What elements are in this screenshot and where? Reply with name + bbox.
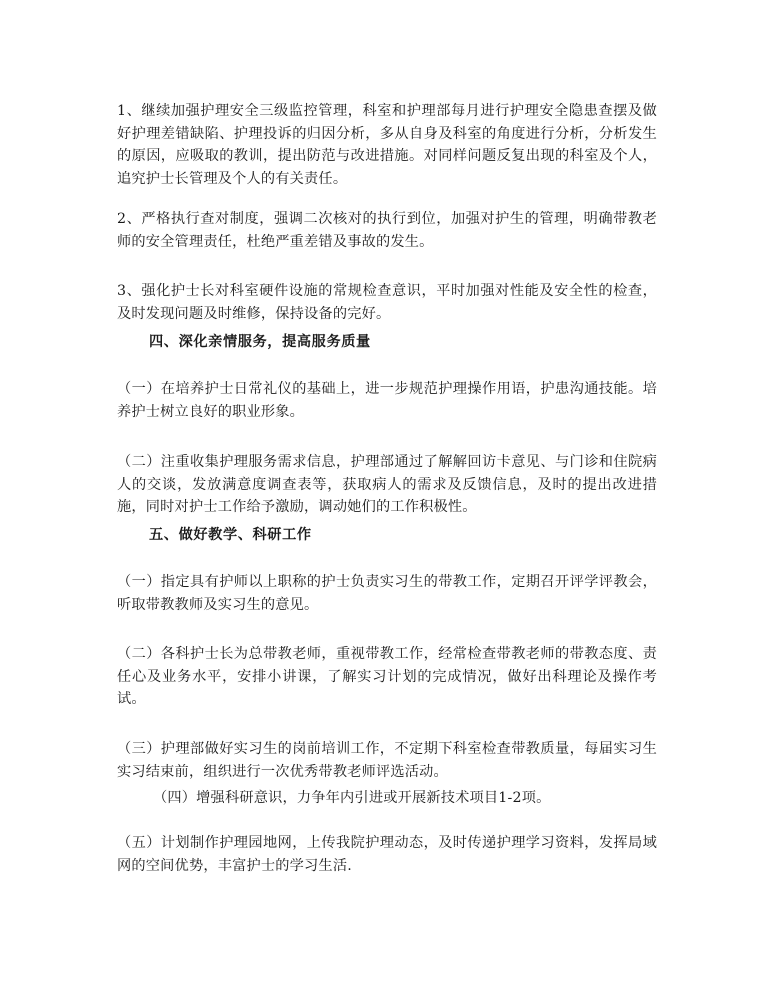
section-heading-4: 四、深化亲情服务，提高服务质量 [149,334,371,350]
paragraph-9: （四）增强科研意识，力争年内引进或开展新技术项目1-2项。 [153,790,551,806]
paragraph-4: （一）在培养护士日常礼仪的基础上，进一步规范护理操作用语，护患沟通技能。培养护士树立良好的职业形象。 [117,381,657,420]
paragraph-7: （二）各科护士长为总带教老师，重视带教工作，经常检查带教老师的带教态度、责任心及业务水平，安排小讲课，了解实习计划的完成情况，做好出科理论及操作考试。 [117,646,657,707]
section-heading-5: 五、做好教学、科研工作 [149,527,312,543]
paragraph-6: （一）指定具有护师以上职称的护士负责实习生的带教工作，定期召开评学评教会，听取带教教师及实习生的意见。 [117,574,657,613]
paragraph-5: （二）注重收集护理服务需求信息，护理部通过了解解回访卡意见、与门诊和住院病人的交谈，发放满意度调查表等，获取病人的需求及反馈信息，及时的提出改进措施，同时对护士工作给予激励，调动她们的工作积极性。 [117,454,657,515]
paragraph-10: （五）计划制作护理园地网，上传我院护理动态，及时传递护理学习资料，发挥局域网的空间优势，丰富护士的学习生活. [117,835,657,874]
paragraph-8: （三）护理部做好实习生的岗前培训工作，不定期下科室检查带教质量，每届实习生实习结束前，组织进行一次优秀带教老师评选活动。 [117,741,657,780]
paragraph-2: 2、严格执行查对制度，强调二次核对的执行到位，加强对护生的管理，明确带教老师的安全管理责任，杜绝严重差错及事故的发生。 [117,211,657,250]
paragraph-1: 1、继续加强护理安全三级监控管理，科室和护理部每月进行护理安全隐患查摆及做好护理差错缺陷、护理投诉的归因分析，多从自身及科室的角度进行分析，分析发生的原因，应吸取的教训，提出防范与改进措施。对同样问题反复出现的科室及个人，追究护士长管理及个人的有关责任。 [117,103,657,187]
paragraph-3: 3、强化护士长对科室硬件设施的常规检查意识，平时加强对性能及安全性的检查，及时发现问题及时维修，保持设备的完好。 [117,283,657,322]
